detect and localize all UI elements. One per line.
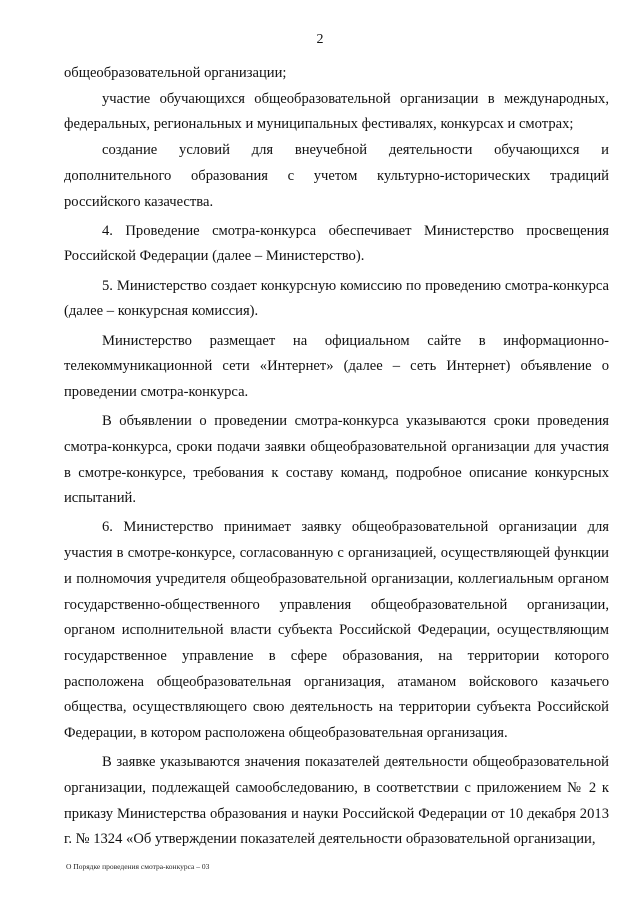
paragraph-continuation: общеобразовательной организации;: [64, 65, 287, 81]
paragraph-item-5: 5. Министерство создает конкурсную комиссию по проведению смотра-конкурса (далее – конкурсная комиссия).: [64, 277, 609, 320]
paragraph-item-4: 4. Проведение смотра-конкурса обеспечивает Министерство просвещения Российской Федерации (далее – Министерство).: [64, 222, 609, 265]
paragraph-item-6: 6. Министерство принимает заявку общеобразовательной организации для участия в смотре-конкурсе, согласованную с организацией, осуществляющей функции и полномочия учредителя общеобразовательной организации, коллегиальным органом государственно-общественного управления общеобразовательной организации, органом исполнительной власти субъекта Российской Федерации, осуществляющим государственное управление в сфере образования, на территории которого расположена общеобразовательная организация, атаманом войскового казачьего общества, осуществляющего свою деятельность на территории субъекта Российской Федерации, в котором расположена общеобразовательная организация.: [64, 519, 609, 742]
paragraph-announcement-details: В объявлении о проведении смотра-конкурса указываются сроки проведения смотра-конкурса, сроки подачи заявки общеобразовательной организации для участия в смотре-конкурсе, требования к составу команд, подробное описание конкурсных испытаний.: [64, 413, 609, 507]
paragraph-conditions: создание условий для внеучебной деятельности обучающихся и дополнительного образования с учетом культурно-исторических традиций российского казачества.: [64, 142, 609, 210]
paragraph-participation: участие обучающихся общеобразовательной организации в международных, федеральных, региональных и муниципальных фестивалях, конкурсах и смотрах;: [64, 90, 609, 133]
document-body: [64, 61, 609, 853]
page-number: 2: [316, 32, 324, 47]
paragraph-application-indicators: В заявке указываются значения показателей деятельности общеобразовательной организации, подлежащей самообследованию, в соответствии с приложением № 2 к приказу Министерства образования и науки Российской Федерации от 10 декабря 2013 г. № 1324 «Об утверждении показателей деятельности образовательной организации,: [64, 754, 609, 848]
paragraph-announcement: Министерство размещает на официальном сайте в информационно-телекоммуникационной сети «Интернет» (далее – сеть Интернет) объявление о проведении смотра-конкурса.: [64, 332, 609, 400]
footer-note: О Порядке проведения смотра-конкурса – 03: [66, 862, 210, 871]
